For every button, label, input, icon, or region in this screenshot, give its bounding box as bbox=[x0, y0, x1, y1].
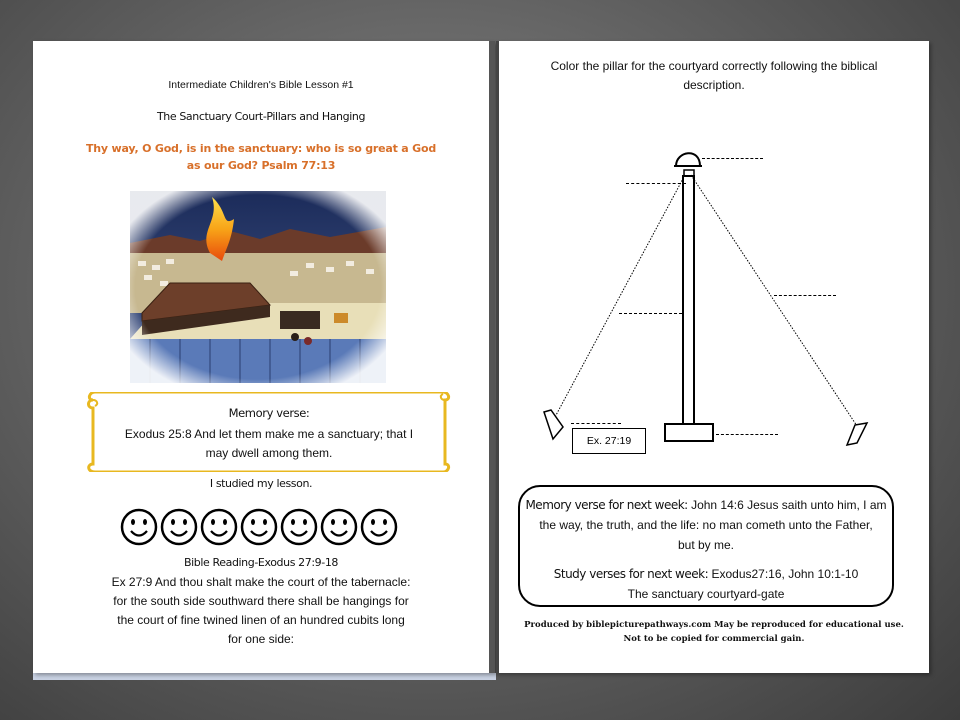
key-verse-line-1: Thy way, O God, is in the sanctuary: who is so great a God bbox=[85, 142, 436, 155]
smiley-face-icon[interactable] bbox=[202, 510, 236, 544]
answer-blank-right-cord[interactable] bbox=[774, 295, 836, 296]
next-week-box bbox=[518, 485, 894, 607]
smiley-face-icon[interactable] bbox=[362, 510, 396, 544]
next-memory-text-1: John 14:6 Jesus saith unto him, I am bbox=[691, 498, 887, 512]
answer-blank-left-cord[interactable] bbox=[619, 313, 682, 314]
memory-verse-line-1: Exodus 25:8 And let them make me a sanctuary; that I bbox=[124, 427, 414, 441]
right-cord[interactable] bbox=[691, 175, 857, 426]
smiley-face-icon[interactable] bbox=[322, 510, 356, 544]
memory-verse-heading: Memory verse: bbox=[228, 406, 310, 420]
smiley-face-icon[interactable] bbox=[242, 510, 276, 544]
next-memory-line-1 bbox=[520, 498, 892, 512]
bible-reading-line-2: for the south side southward there shall be hangings for bbox=[113, 594, 409, 608]
answer-blank-cap[interactable] bbox=[702, 158, 763, 159]
lesson-subtitle: The Sanctuary Court-Pillars and Hanging bbox=[156, 110, 366, 123]
smiley-checklist[interactable] bbox=[119, 506, 399, 548]
memory-verse-line-2: may dwell among them. bbox=[205, 446, 333, 460]
answer-blank-fillet[interactable] bbox=[626, 183, 686, 184]
next-memory-text-2: the way, the truth, and the life: no man cometh unto the Father, bbox=[539, 518, 873, 532]
bible-reading-line-3: the court of fine twined linen of an hundred cubits long bbox=[117, 613, 405, 627]
study-label: Study verses for next week: bbox=[553, 567, 709, 581]
left-cord[interactable] bbox=[555, 175, 685, 417]
pillar-cap[interactable] bbox=[676, 153, 700, 166]
key-verse-line-2: as our God? Psalm 77:13 bbox=[186, 159, 336, 172]
right-page bbox=[496, 41, 929, 673]
pillar-base[interactable] bbox=[665, 424, 713, 441]
next-memory-text-3: but by me. bbox=[677, 538, 735, 552]
credit-line-2: Not to be copied for commercial gain. bbox=[623, 634, 805, 644]
bible-reading-line-1: Ex 27:9 And thou shalt make the court of the tabernacle: bbox=[111, 575, 411, 589]
instruction-line-1: Color the pillar for the courtyard correctly following the biblical bbox=[550, 59, 878, 73]
smiley-face-icon[interactable] bbox=[162, 510, 196, 544]
study-verses-line bbox=[520, 567, 892, 581]
left-page bbox=[33, 41, 495, 673]
study-topic: The sanctuary courtyard-gate bbox=[627, 587, 785, 601]
smiley-face-icon[interactable] bbox=[282, 510, 316, 544]
scripture-reference-box: Ex. 27:19 bbox=[572, 428, 646, 454]
answer-blank-base[interactable] bbox=[716, 434, 778, 435]
left-tent-peg[interactable] bbox=[544, 410, 563, 439]
answer-blank-peg[interactable] bbox=[571, 423, 621, 424]
right-tent-peg[interactable] bbox=[847, 423, 867, 445]
study-text: Exodus27:16, John 10:1-10 bbox=[711, 567, 859, 581]
instruction-line-2: description. bbox=[683, 78, 745, 92]
bible-reading-heading: Bible Reading-Exodus 27:9-18 bbox=[183, 556, 339, 569]
lesson-title: Intermediate Children's Bible Lesson #1 bbox=[168, 79, 354, 91]
pillar-shaft[interactable] bbox=[683, 176, 694, 424]
studied-label: I studied my lesson. bbox=[209, 477, 313, 490]
smiley-face-icon[interactable] bbox=[122, 510, 156, 544]
bible-reading-line-4: for one side: bbox=[227, 632, 295, 646]
tabernacle-illustration bbox=[130, 191, 386, 383]
credit-line-1: Produced by biblepicturepathways.com May be reproduced for educational use. bbox=[524, 620, 904, 630]
next-memory-label: Memory verse for next week: bbox=[525, 498, 688, 512]
page-edge-strip bbox=[33, 673, 496, 680]
